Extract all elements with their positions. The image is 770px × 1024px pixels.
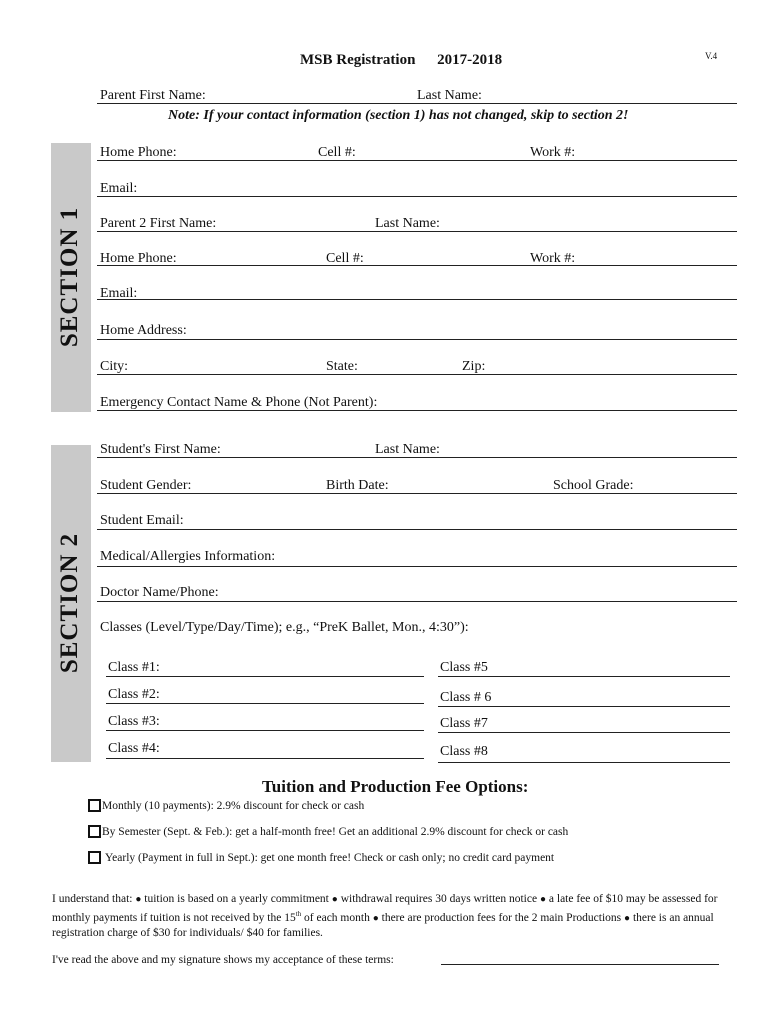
term-1: tuition is based on a yearly commitment [141, 893, 332, 905]
signature-field[interactable] [441, 964, 719, 965]
section-2-label: SECTION 2 [56, 532, 83, 674]
bullet-icon: ● [624, 912, 631, 924]
option-monthly[interactable] [88, 799, 364, 812]
email2-field[interactable] [97, 299, 737, 300]
cell-label: Cell #: [318, 145, 356, 160]
class-7-label: Class #7 [440, 716, 488, 731]
class-4-field[interactable] [106, 758, 424, 759]
form-title [300, 52, 502, 69]
medical-label: Medical/Allergies Information: [100, 549, 276, 564]
class-8-field[interactable] [438, 762, 730, 763]
year-text: 2017-2018 [437, 52, 503, 68]
bullet-icon: ● [539, 894, 547, 905]
monthly-option-text: Monthly (10 payments): 2.9% discount for check or cash [102, 800, 365, 812]
term-4: there are production fees for the 2 main Productions [378, 911, 625, 924]
term-3-end: of each month [301, 911, 373, 924]
bullet-icon: ● [372, 912, 379, 924]
class-5-label: Class #5 [440, 660, 488, 675]
version-label: V.4 [705, 51, 718, 61]
term-3: a late fee of $10 may be assessed for monthly payments if tuition is not received by the 15 [52, 893, 718, 924]
class-7-field[interactable] [438, 732, 730, 733]
student-last-name-label: Last Name: [375, 442, 440, 457]
class-4-label: Class #4: [108, 741, 160, 756]
phone-field[interactable] [97, 160, 737, 161]
class-3-field[interactable] [106, 730, 424, 731]
parent-last-name-label: Last Name: [417, 88, 482, 103]
terms-paragraph [52, 892, 732, 941]
doctor-label: Doctor Name/Phone: [100, 585, 219, 600]
class-1-label: Class #1: [108, 660, 160, 675]
class-6-label: Class # 6 [440, 690, 492, 705]
fee-options-title: Tuition and Production Fee Options: [262, 777, 529, 796]
parent2-first-name-label: Parent 2 First Name: [100, 216, 217, 231]
class-3-label: Class #3: [108, 714, 160, 729]
parent2-name-field[interactable] [97, 231, 737, 232]
school-grade-label: School Grade: [553, 478, 634, 493]
medical-field[interactable] [97, 566, 737, 567]
emergency-contact-field[interactable] [97, 410, 737, 411]
home-address-label: Home Address: [100, 323, 187, 338]
terms-intro: I understand that: [52, 893, 133, 905]
bullet-icon: ● [331, 894, 338, 905]
student-first-name-label: Student's First Name: [100, 442, 221, 457]
parent-first-name-label: Parent First Name: [100, 88, 206, 103]
parent2-last-name-label: Last Name: [375, 216, 440, 231]
bullet-icon: ● [135, 894, 142, 905]
email-field[interactable] [97, 196, 737, 197]
work2-label: Work #: [530, 251, 576, 266]
skip-note: Note: If your contact information (section 1) has not changed, skip to section 2! [168, 108, 629, 123]
home-phone2-label: Home Phone: [100, 251, 177, 266]
title-text: MSB Registration [300, 52, 416, 68]
class-2-label: Class #2: [108, 687, 160, 702]
work-label: Work #: [530, 145, 576, 160]
zip-label: Zip: [462, 359, 486, 374]
parent-name-field[interactable] [97, 103, 737, 104]
city-state-zip-field[interactable] [97, 374, 737, 375]
term-2: withdrawal requires 30 days written notice [337, 893, 540, 905]
classes-intro-label: Classes (Level/Type/Day/Time); e.g., “PreK Ballet, Mon., 4:30”): [100, 620, 469, 635]
phone2-field[interactable] [97, 265, 737, 266]
state-label: State: [326, 359, 358, 374]
birth-date-label: Birth Date: [326, 478, 389, 493]
term-5: there is an annual registration charge of $30 for individuals/ $40 for families. [52, 911, 714, 939]
signature-statement: I've read the above and my signature shows my acceptance of these terms: [52, 954, 394, 966]
emergency-contact-label: Emergency Contact Name & Phone (Not Parent): [100, 395, 378, 410]
email2-label: Email: [100, 286, 138, 301]
student-info-field[interactable] [97, 493, 737, 494]
class-5-field[interactable] [438, 676, 730, 677]
student-name-field[interactable] [97, 457, 737, 458]
semester-checkbox[interactable] [88, 825, 101, 838]
student-email-field[interactable] [97, 529, 737, 530]
doctor-field[interactable] [97, 601, 737, 602]
yearly-checkbox[interactable] [88, 851, 101, 864]
class-2-field[interactable] [106, 703, 424, 704]
option-yearly[interactable] [88, 851, 554, 864]
student-email-label: Student Email: [100, 513, 184, 528]
class-1-field[interactable] [106, 676, 424, 677]
yearly-option-text: Yearly (Payment in full in Sept.): get one month free! Check or cash only; no credit card payment [105, 852, 555, 864]
monthly-checkbox[interactable] [88, 799, 101, 812]
student-gender-label: Student Gender: [100, 478, 192, 493]
cell2-label: Cell #: [326, 251, 364, 266]
option-semester[interactable] [88, 825, 568, 838]
address-field[interactable] [97, 339, 737, 340]
city-label: City: [100, 359, 129, 374]
term-3-superscript: th [295, 910, 302, 918]
home-phone-label: Home Phone: [100, 145, 177, 160]
class-8-label: Class #8 [440, 744, 488, 759]
class-6-field[interactable] [438, 706, 730, 707]
section-1-label: SECTION 1 [56, 206, 83, 348]
semester-option-text: By Semester (Sept. & Feb.): get a half-month free! Get an additional 2.9% discount for check or cash [102, 826, 569, 838]
email-label: Email: [100, 181, 138, 196]
